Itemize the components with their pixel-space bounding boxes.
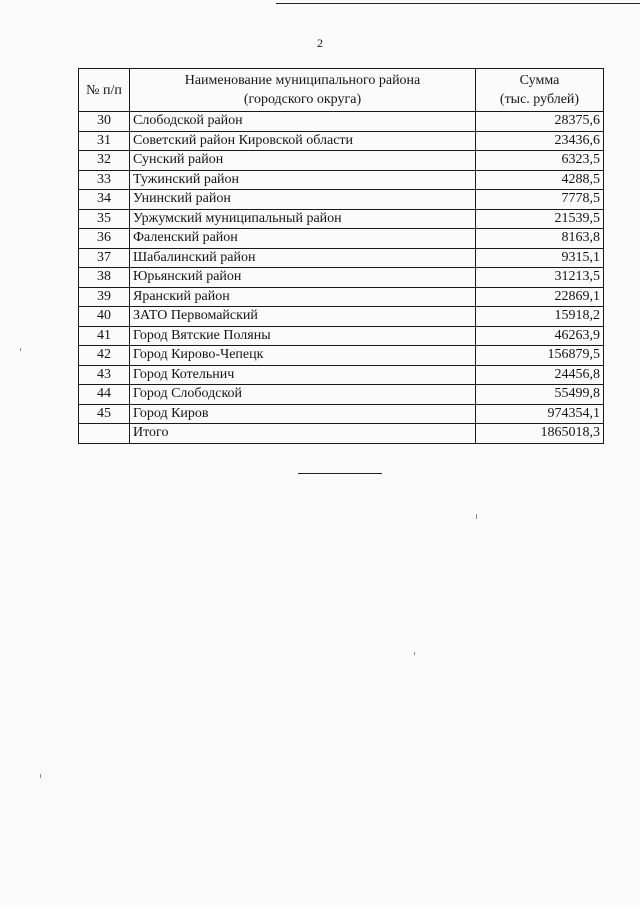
table-row [79, 170, 604, 190]
row-sum: 9315,1 [476, 248, 604, 268]
row-number: 31 [79, 131, 130, 151]
row-sum: 55499,8 [476, 385, 604, 405]
scan-speck [476, 514, 477, 519]
header-number: № п/п [79, 69, 130, 112]
row-sum: 7778,5 [476, 190, 604, 210]
row-sum: 8163,8 [476, 229, 604, 249]
row-number: 32 [79, 151, 130, 171]
total-sum: 1865018,3 [476, 424, 604, 444]
row-name: Фаленский район [130, 229, 476, 249]
row-number: 40 [79, 307, 130, 327]
row-sum: 31213,5 [476, 268, 604, 288]
row-sum: 23436,6 [476, 131, 604, 151]
total-number [79, 424, 130, 444]
table-row [79, 307, 604, 327]
table-row [79, 346, 604, 366]
row-name: Советский район Кировской области [130, 131, 476, 151]
row-number: 33 [79, 170, 130, 190]
row-sum: 22869,1 [476, 287, 604, 307]
row-number: 39 [79, 287, 130, 307]
scan-speck [414, 652, 415, 655]
row-sum: 4288,5 [476, 170, 604, 190]
end-rule [298, 473, 382, 474]
row-name: ЗАТО Первомайский [130, 307, 476, 327]
table-row [79, 229, 604, 249]
row-name: Город Вятские Поляны [130, 326, 476, 346]
table-body [79, 112, 604, 444]
row-name: Город Слободской [130, 385, 476, 405]
row-number: 37 [79, 248, 130, 268]
row-name: Город Кирово-Чепецк [130, 346, 476, 366]
row-name: Город Котельнич [130, 365, 476, 385]
row-number: 41 [79, 326, 130, 346]
header-name: Наименование муниципального района (городского округа) [130, 69, 476, 112]
row-name: Юрьянский район [130, 268, 476, 288]
row-number: 38 [79, 268, 130, 288]
table-row [79, 151, 604, 171]
table-row [79, 112, 604, 132]
total-row [79, 424, 604, 444]
table-row [79, 404, 604, 424]
row-name: Город Киров [130, 404, 476, 424]
table-header-row [79, 69, 604, 112]
page-number: 2 [317, 36, 323, 50]
row-sum: 24456,8 [476, 365, 604, 385]
row-name: Сунский район [130, 151, 476, 171]
allocation-table [78, 68, 604, 444]
row-number: 35 [79, 209, 130, 229]
row-number: 34 [79, 190, 130, 210]
table-row [79, 248, 604, 268]
row-sum: 6323,5 [476, 151, 604, 171]
row-number: 42 [79, 346, 130, 366]
table-row [79, 365, 604, 385]
row-sum: 21539,5 [476, 209, 604, 229]
row-name: Тужинский район [130, 170, 476, 190]
row-sum: 28375,6 [476, 112, 604, 132]
table-row [79, 385, 604, 405]
table-row [79, 131, 604, 151]
table-row [79, 209, 604, 229]
row-name: Слободской район [130, 112, 476, 132]
row-sum: 974354,1 [476, 404, 604, 424]
row-number: 44 [79, 385, 130, 405]
row-sum: 156879,5 [476, 346, 604, 366]
row-number: 36 [79, 229, 130, 249]
row-name: Яранский район [130, 287, 476, 307]
table-row [79, 268, 604, 288]
row-number: 43 [79, 365, 130, 385]
row-name: Уржумский муниципальный район [130, 209, 476, 229]
table-row [79, 190, 604, 210]
row-name: Унинский район [130, 190, 476, 210]
table-row [79, 326, 604, 346]
row-sum: 15918,2 [476, 307, 604, 327]
scan-speck [20, 348, 21, 351]
total-label: Итого [130, 424, 476, 444]
header-sum: Сумма (тыс. рублей) [476, 69, 604, 112]
row-name: Шабалинский район [130, 248, 476, 268]
row-number: 45 [79, 404, 130, 424]
row-number: 30 [79, 112, 130, 132]
row-sum: 46263,9 [476, 326, 604, 346]
top-rule [276, 3, 640, 4]
scan-speck [40, 774, 41, 778]
table-row [79, 287, 604, 307]
